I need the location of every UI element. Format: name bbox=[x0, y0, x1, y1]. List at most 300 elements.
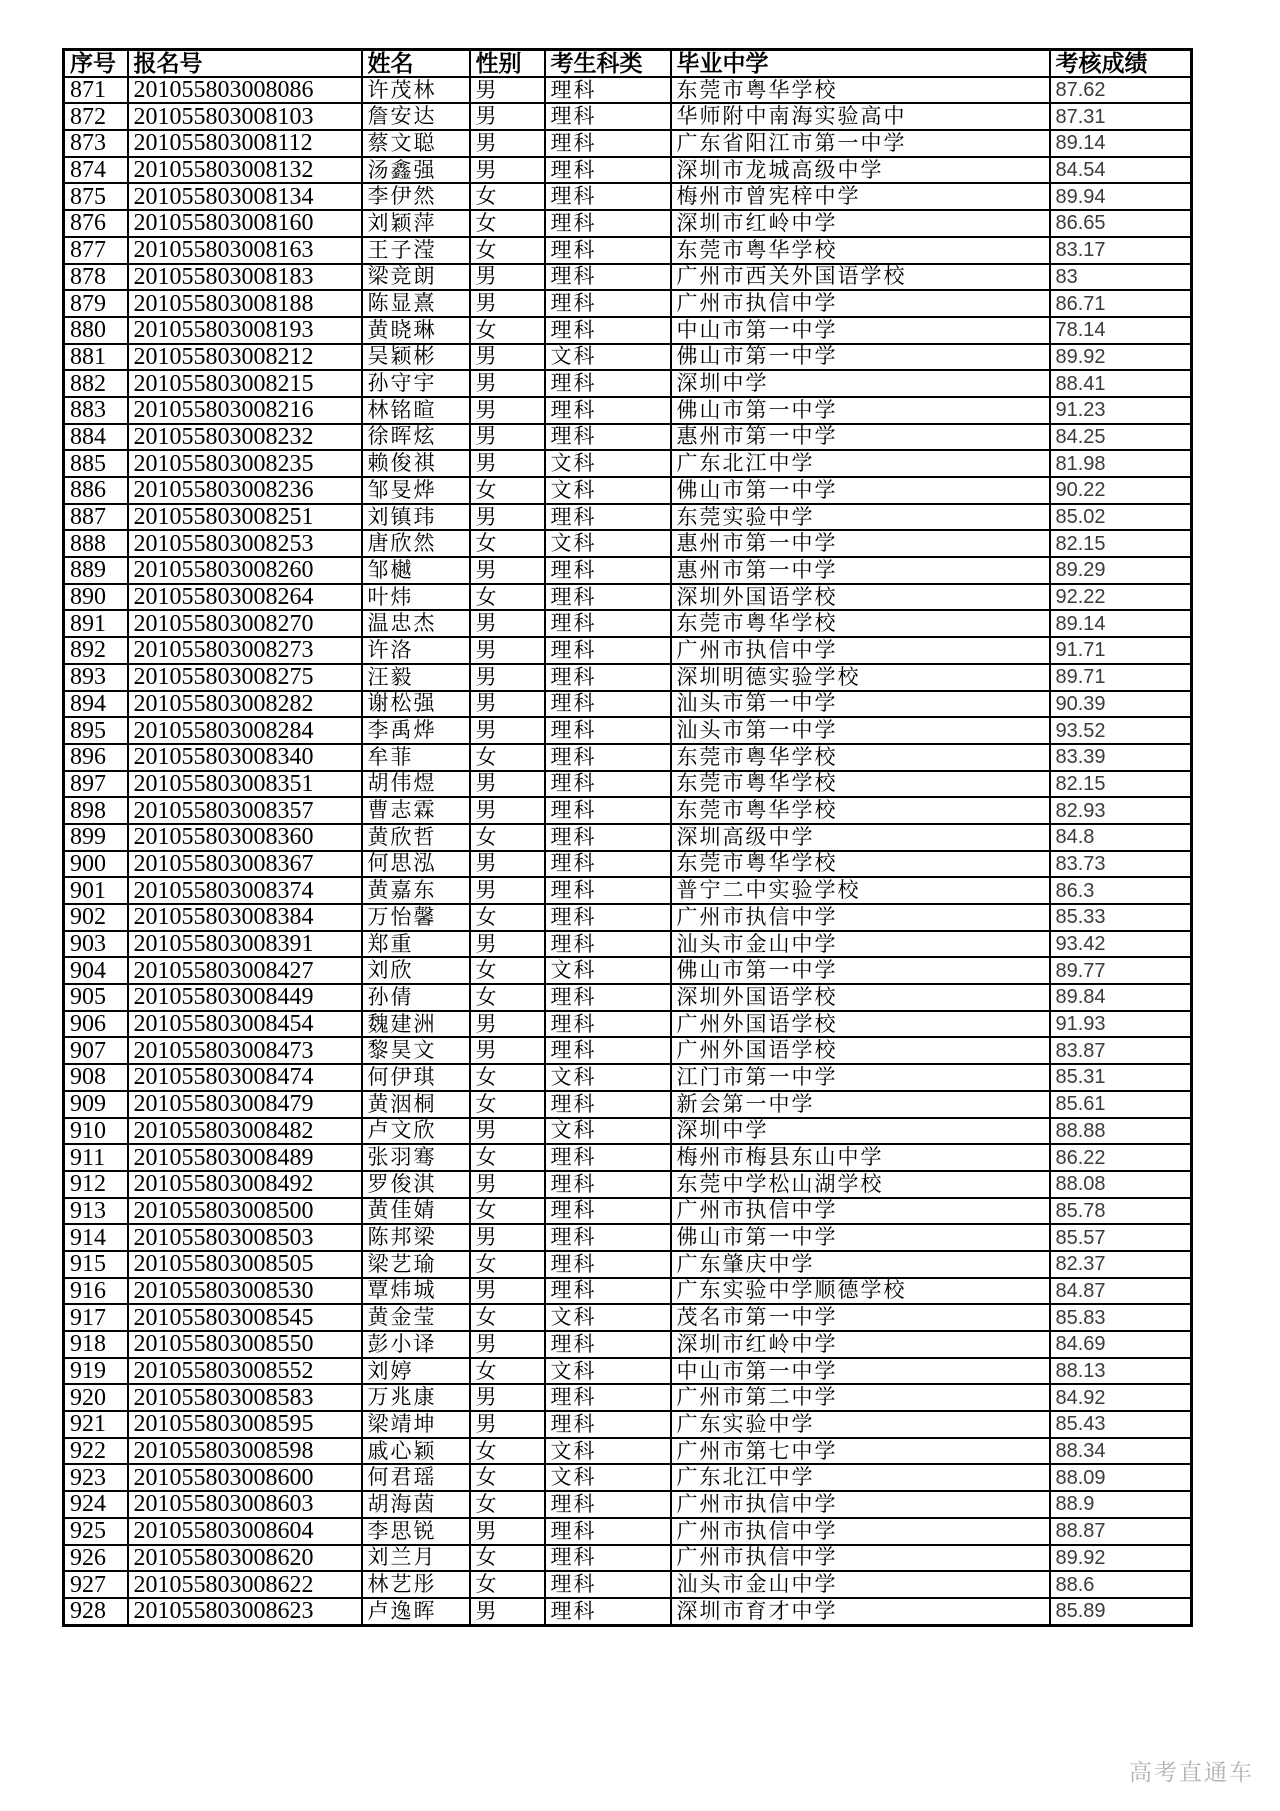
cell-cat: 文科 bbox=[545, 1304, 671, 1331]
cell-cat: 理科 bbox=[545, 1037, 671, 1064]
cell-reg: 201055803008530 bbox=[128, 1278, 362, 1305]
cell-score: 83.73 bbox=[1050, 851, 1192, 878]
cell-score: 82.15 bbox=[1050, 530, 1192, 557]
column-header-cat: 考生科类 bbox=[545, 50, 671, 77]
cell-reg: 201055803008236 bbox=[128, 477, 362, 504]
cell-index: 884 bbox=[64, 424, 128, 451]
cell-cat: 理科 bbox=[545, 1011, 671, 1038]
table-row bbox=[64, 450, 1192, 477]
cell-school: 广州市执信中学 bbox=[671, 1198, 1050, 1225]
table-row bbox=[64, 1304, 1192, 1331]
cell-gender: 女 bbox=[470, 957, 545, 984]
cell-school: 深圳市红岭中学 bbox=[671, 1331, 1050, 1358]
cell-gender: 男 bbox=[470, 450, 545, 477]
cell-cat: 理科 bbox=[545, 237, 671, 264]
cell-index: 887 bbox=[64, 504, 128, 531]
cell-index: 892 bbox=[64, 637, 128, 664]
cell-school: 佛山市第一中学 bbox=[671, 344, 1050, 371]
cell-school: 广州市第二中学 bbox=[671, 1384, 1050, 1411]
cell-reg: 201055803008275 bbox=[128, 664, 362, 691]
table-row bbox=[64, 1011, 1192, 1038]
table-row bbox=[64, 1331, 1192, 1358]
cell-school: 广东实验中学顺德学校 bbox=[671, 1278, 1050, 1305]
cell-reg: 201055803008351 bbox=[128, 771, 362, 798]
table-row bbox=[64, 877, 1192, 904]
cell-reg: 201055803008374 bbox=[128, 877, 362, 904]
cell-reg: 201055803008163 bbox=[128, 237, 362, 264]
cell-cat: 理科 bbox=[545, 264, 671, 291]
cell-name: 赖俊祺 bbox=[362, 450, 470, 477]
cell-index: 911 bbox=[64, 1144, 128, 1171]
cell-index: 915 bbox=[64, 1251, 128, 1278]
cell-score: 85.89 bbox=[1050, 1598, 1192, 1625]
cell-score: 85.57 bbox=[1050, 1224, 1192, 1251]
table-row bbox=[64, 77, 1192, 104]
cell-cat: 理科 bbox=[545, 1571, 671, 1598]
cell-name: 林艺彤 bbox=[362, 1571, 470, 1598]
cell-cat: 理科 bbox=[545, 103, 671, 130]
cell-index: 874 bbox=[64, 157, 128, 184]
table-row bbox=[64, 931, 1192, 958]
cell-score: 93.42 bbox=[1050, 931, 1192, 958]
table-row bbox=[64, 1198, 1192, 1225]
cell-index: 886 bbox=[64, 477, 128, 504]
cell-score: 82.93 bbox=[1050, 797, 1192, 824]
cell-gender: 女 bbox=[470, 1464, 545, 1491]
cell-reg: 201055803008473 bbox=[128, 1037, 362, 1064]
cell-gender: 男 bbox=[470, 637, 545, 664]
cell-score: 82.37 bbox=[1050, 1251, 1192, 1278]
cell-gender: 男 bbox=[470, 397, 545, 424]
table-row bbox=[64, 771, 1192, 798]
cell-cat: 理科 bbox=[545, 370, 671, 397]
table-row bbox=[64, 664, 1192, 691]
cell-score: 89.14 bbox=[1050, 130, 1192, 157]
cell-name: 黄佳婧 bbox=[362, 1198, 470, 1225]
cell-cat: 理科 bbox=[545, 1411, 671, 1438]
cell-reg: 201055803008503 bbox=[128, 1224, 362, 1251]
cell-school: 广东北江中学 bbox=[671, 450, 1050, 477]
cell-score: 89.92 bbox=[1050, 344, 1192, 371]
cell-name: 戚心颖 bbox=[362, 1438, 470, 1465]
cell-index: 928 bbox=[64, 1598, 128, 1625]
cell-gender: 男 bbox=[470, 103, 545, 130]
table-row bbox=[64, 1278, 1192, 1305]
cell-index: 907 bbox=[64, 1037, 128, 1064]
cell-gender: 男 bbox=[470, 1118, 545, 1145]
cell-score: 83.87 bbox=[1050, 1037, 1192, 1064]
cell-name: 吴颖彬 bbox=[362, 344, 470, 371]
cell-reg: 201055803008215 bbox=[128, 370, 362, 397]
cell-score: 85.83 bbox=[1050, 1304, 1192, 1331]
cell-reg: 201055803008622 bbox=[128, 1571, 362, 1598]
cell-index: 879 bbox=[64, 290, 128, 317]
cell-score: 89.14 bbox=[1050, 610, 1192, 637]
cell-name: 汪毅 bbox=[362, 664, 470, 691]
table-row bbox=[64, 824, 1192, 851]
cell-index: 878 bbox=[64, 264, 128, 291]
column-header-index: 序号 bbox=[64, 50, 128, 77]
table-row bbox=[64, 1545, 1192, 1572]
cell-cat: 文科 bbox=[545, 1358, 671, 1385]
cell-index: 912 bbox=[64, 1171, 128, 1198]
cell-reg: 201055803008623 bbox=[128, 1598, 362, 1625]
cell-cat: 理科 bbox=[545, 610, 671, 637]
cell-gender: 男 bbox=[470, 1224, 545, 1251]
cell-score: 85.78 bbox=[1050, 1198, 1192, 1225]
cell-school: 惠州市第一中学 bbox=[671, 557, 1050, 584]
table-row bbox=[64, 290, 1192, 317]
cell-reg: 201055803008134 bbox=[128, 183, 362, 210]
cell-school: 汕头市第一中学 bbox=[671, 717, 1050, 744]
table-row bbox=[64, 610, 1192, 637]
table-row bbox=[64, 157, 1192, 184]
cell-reg: 201055803008598 bbox=[128, 1438, 362, 1465]
cell-index: 916 bbox=[64, 1278, 128, 1305]
cell-index: 924 bbox=[64, 1491, 128, 1518]
cell-school: 东莞市粤华学校 bbox=[671, 744, 1050, 771]
cell-score: 82.15 bbox=[1050, 771, 1192, 798]
cell-name: 许洛 bbox=[362, 637, 470, 664]
cell-score: 89.84 bbox=[1050, 984, 1192, 1011]
cell-name: 许茂林 bbox=[362, 77, 470, 104]
cell-gender: 女 bbox=[470, 1304, 545, 1331]
cell-cat: 理科 bbox=[545, 424, 671, 451]
table-row bbox=[64, 557, 1192, 584]
cell-school: 广东实验中学 bbox=[671, 1411, 1050, 1438]
cell-index: 882 bbox=[64, 370, 128, 397]
cell-index: 918 bbox=[64, 1331, 128, 1358]
cell-name: 叶炜 bbox=[362, 584, 470, 611]
table-row bbox=[64, 957, 1192, 984]
cell-name: 刘婷 bbox=[362, 1358, 470, 1385]
cell-score: 84.8 bbox=[1050, 824, 1192, 851]
cell-cat: 文科 bbox=[545, 1438, 671, 1465]
cell-index: 875 bbox=[64, 183, 128, 210]
table-row bbox=[64, 904, 1192, 931]
cell-reg: 201055803008492 bbox=[128, 1171, 362, 1198]
cell-school: 深圳明德实验学校 bbox=[671, 664, 1050, 691]
cell-index: 921 bbox=[64, 1411, 128, 1438]
cell-index: 897 bbox=[64, 771, 128, 798]
cell-name: 詹安达 bbox=[362, 103, 470, 130]
cell-gender: 女 bbox=[470, 1545, 545, 1572]
cell-cat: 文科 bbox=[545, 957, 671, 984]
cell-score: 85.33 bbox=[1050, 904, 1192, 931]
cell-index: 898 bbox=[64, 797, 128, 824]
column-header-name: 姓名 bbox=[362, 50, 470, 77]
cell-reg: 201055803008282 bbox=[128, 691, 362, 718]
cell-name: 汤鑫强 bbox=[362, 157, 470, 184]
cell-cat: 理科 bbox=[545, 1251, 671, 1278]
cell-name: 黄金莹 bbox=[362, 1304, 470, 1331]
cell-reg: 201055803008550 bbox=[128, 1331, 362, 1358]
cell-index: 899 bbox=[64, 824, 128, 851]
cell-school: 佛山市第一中学 bbox=[671, 477, 1050, 504]
cell-reg: 201055803008253 bbox=[128, 530, 362, 557]
table-row bbox=[64, 237, 1192, 264]
cell-gender: 男 bbox=[470, 344, 545, 371]
cell-cat: 理科 bbox=[545, 1144, 671, 1171]
cell-name: 魏建洲 bbox=[362, 1011, 470, 1038]
cell-name: 温忠杰 bbox=[362, 610, 470, 637]
cell-gender: 女 bbox=[470, 1064, 545, 1091]
table-row bbox=[64, 1571, 1192, 1598]
table-row bbox=[64, 1464, 1192, 1491]
cell-index: 880 bbox=[64, 317, 128, 344]
cell-gender: 男 bbox=[470, 1384, 545, 1411]
table-row bbox=[64, 183, 1192, 210]
cell-reg: 201055803008270 bbox=[128, 610, 362, 637]
column-header-gender: 性别 bbox=[470, 50, 545, 77]
cell-gender: 男 bbox=[470, 424, 545, 451]
cell-cat: 理科 bbox=[545, 984, 671, 1011]
cell-school: 东莞市粤华学校 bbox=[671, 851, 1050, 878]
cell-school: 东莞市粤华学校 bbox=[671, 237, 1050, 264]
cell-name: 刘颖萍 bbox=[362, 210, 470, 237]
cell-index: 883 bbox=[64, 397, 128, 424]
table-row bbox=[64, 584, 1192, 611]
cell-school: 华师附中南海实验高中 bbox=[671, 103, 1050, 130]
cell-score: 88.09 bbox=[1050, 1464, 1192, 1491]
cell-cat: 理科 bbox=[545, 851, 671, 878]
cell-reg: 201055803008360 bbox=[128, 824, 362, 851]
cell-school: 广州市执信中学 bbox=[671, 1518, 1050, 1545]
cell-school: 江门市第一中学 bbox=[671, 1064, 1050, 1091]
cell-school: 东莞实验中学 bbox=[671, 504, 1050, 531]
cell-score: 89.29 bbox=[1050, 557, 1192, 584]
cell-school: 深圳市红岭中学 bbox=[671, 210, 1050, 237]
cell-index: 876 bbox=[64, 210, 128, 237]
cell-index: 910 bbox=[64, 1118, 128, 1145]
cell-cat: 理科 bbox=[545, 130, 671, 157]
cell-school: 东莞市粤华学校 bbox=[671, 77, 1050, 104]
cell-reg: 201055803008188 bbox=[128, 290, 362, 317]
cell-gender: 男 bbox=[470, 664, 545, 691]
table-row bbox=[64, 130, 1192, 157]
cell-index: 927 bbox=[64, 1571, 128, 1598]
cell-name: 卢逸晖 bbox=[362, 1598, 470, 1625]
cell-score: 84.69 bbox=[1050, 1331, 1192, 1358]
table-row bbox=[64, 530, 1192, 557]
cell-gender: 女 bbox=[470, 210, 545, 237]
cell-reg: 201055803008479 bbox=[128, 1091, 362, 1118]
cell-index: 923 bbox=[64, 1464, 128, 1491]
cell-score: 88.34 bbox=[1050, 1438, 1192, 1465]
cell-gender: 女 bbox=[470, 984, 545, 1011]
cell-index: 889 bbox=[64, 557, 128, 584]
cell-school: 惠州市第一中学 bbox=[671, 424, 1050, 451]
table-row bbox=[64, 344, 1192, 371]
cell-score: 83 bbox=[1050, 264, 1192, 291]
cell-gender: 男 bbox=[470, 877, 545, 904]
cell-score: 84.92 bbox=[1050, 1384, 1192, 1411]
cell-gender: 女 bbox=[470, 584, 545, 611]
cell-reg: 201055803008212 bbox=[128, 344, 362, 371]
cell-school: 中山市第一中学 bbox=[671, 317, 1050, 344]
cell-reg: 201055803008482 bbox=[128, 1118, 362, 1145]
cell-school: 深圳高级中学 bbox=[671, 824, 1050, 851]
table-row bbox=[64, 1438, 1192, 1465]
cell-name: 黄嘉东 bbox=[362, 877, 470, 904]
cell-index: 893 bbox=[64, 664, 128, 691]
table-row bbox=[64, 504, 1192, 531]
cell-name: 梁艺瑜 bbox=[362, 1251, 470, 1278]
cell-name: 万怡馨 bbox=[362, 904, 470, 931]
cell-reg: 201055803008600 bbox=[128, 1464, 362, 1491]
table-row bbox=[64, 1224, 1192, 1251]
cell-school: 东莞市粤华学校 bbox=[671, 610, 1050, 637]
cell-cat: 理科 bbox=[545, 1091, 671, 1118]
cell-cat: 理科 bbox=[545, 317, 671, 344]
cell-score: 93.52 bbox=[1050, 717, 1192, 744]
cell-score: 90.39 bbox=[1050, 691, 1192, 718]
cell-cat: 理科 bbox=[545, 1331, 671, 1358]
cell-reg: 201055803008620 bbox=[128, 1545, 362, 1572]
cell-school: 深圳外国语学校 bbox=[671, 584, 1050, 611]
cell-school: 汕头市金山中学 bbox=[671, 1571, 1050, 1598]
cell-gender: 女 bbox=[470, 1251, 545, 1278]
cell-name: 刘镇玮 bbox=[362, 504, 470, 531]
cell-index: 885 bbox=[64, 450, 128, 477]
cell-cat: 理科 bbox=[545, 210, 671, 237]
cell-index: 926 bbox=[64, 1545, 128, 1572]
table-row bbox=[64, 1251, 1192, 1278]
cell-gender: 男 bbox=[470, 1331, 545, 1358]
cell-score: 88.08 bbox=[1050, 1171, 1192, 1198]
cell-score: 92.22 bbox=[1050, 584, 1192, 611]
cell-cat: 理科 bbox=[545, 584, 671, 611]
cell-gender: 女 bbox=[470, 1198, 545, 1225]
cell-cat: 理科 bbox=[545, 904, 671, 931]
cell-gender: 女 bbox=[470, 1091, 545, 1118]
cell-reg: 201055803008340 bbox=[128, 744, 362, 771]
cell-name: 梁靖坤 bbox=[362, 1411, 470, 1438]
cell-name: 李禹烨 bbox=[362, 717, 470, 744]
cell-reg: 201055803008603 bbox=[128, 1491, 362, 1518]
cell-cat: 理科 bbox=[545, 157, 671, 184]
cell-school: 深圳市龙城高级中学 bbox=[671, 157, 1050, 184]
table-row bbox=[64, 1598, 1192, 1625]
cell-school: 普宁二中实验学校 bbox=[671, 877, 1050, 904]
table-row bbox=[64, 1358, 1192, 1385]
cell-reg: 201055803008103 bbox=[128, 103, 362, 130]
cell-score: 86.22 bbox=[1050, 1144, 1192, 1171]
cell-index: 894 bbox=[64, 691, 128, 718]
cell-cat: 理科 bbox=[545, 771, 671, 798]
cell-index: 902 bbox=[64, 904, 128, 931]
cell-index: 913 bbox=[64, 1198, 128, 1225]
cell-school: 广州市执信中学 bbox=[671, 1545, 1050, 1572]
cell-cat: 理科 bbox=[545, 1224, 671, 1251]
cell-score: 85.31 bbox=[1050, 1064, 1192, 1091]
candidate-score-table bbox=[62, 48, 1193, 1627]
cell-school: 佛山市第一中学 bbox=[671, 397, 1050, 424]
cell-index: 872 bbox=[64, 103, 128, 130]
cell-score: 85.43 bbox=[1050, 1411, 1192, 1438]
cell-gender: 女 bbox=[470, 1438, 545, 1465]
table-row bbox=[64, 1491, 1192, 1518]
cell-name: 何君瑶 bbox=[362, 1464, 470, 1491]
cell-name: 邹旻烨 bbox=[362, 477, 470, 504]
cell-school: 梅州市曾宪梓中学 bbox=[671, 183, 1050, 210]
cell-cat: 理科 bbox=[545, 717, 671, 744]
cell-gender: 男 bbox=[470, 1411, 545, 1438]
cell-gender: 男 bbox=[470, 931, 545, 958]
cell-gender: 女 bbox=[470, 317, 545, 344]
cell-reg: 201055803008232 bbox=[128, 424, 362, 451]
cell-gender: 男 bbox=[470, 1011, 545, 1038]
cell-school: 东莞市粤华学校 bbox=[671, 771, 1050, 798]
cell-index: 896 bbox=[64, 744, 128, 771]
watermark-text: 高考直通车 bbox=[1129, 1759, 1254, 1785]
cell-school: 新会第一中学 bbox=[671, 1091, 1050, 1118]
cell-score: 87.62 bbox=[1050, 77, 1192, 104]
cell-name: 陈邦梁 bbox=[362, 1224, 470, 1251]
cell-school: 广州市执信中学 bbox=[671, 1491, 1050, 1518]
column-header-reg: 报名号 bbox=[128, 50, 362, 77]
cell-name: 覃炜城 bbox=[362, 1278, 470, 1305]
cell-index: 888 bbox=[64, 530, 128, 557]
cell-score: 88.9 bbox=[1050, 1491, 1192, 1518]
cell-reg: 201055803008552 bbox=[128, 1358, 362, 1385]
column-header-score: 考核成绩 bbox=[1050, 50, 1192, 77]
table-row bbox=[64, 1118, 1192, 1145]
cell-gender: 男 bbox=[470, 1278, 545, 1305]
cell-score: 84.25 bbox=[1050, 424, 1192, 451]
cell-name: 胡伟煜 bbox=[362, 771, 470, 798]
cell-score: 90.22 bbox=[1050, 477, 1192, 504]
cell-score: 89.71 bbox=[1050, 664, 1192, 691]
cell-reg: 201055803008132 bbox=[128, 157, 362, 184]
cell-name: 唐欣然 bbox=[362, 530, 470, 557]
cell-cat: 理科 bbox=[545, 183, 671, 210]
cell-gender: 男 bbox=[470, 1518, 545, 1545]
cell-reg: 201055803008086 bbox=[128, 77, 362, 104]
cell-name: 罗俊淇 bbox=[362, 1171, 470, 1198]
cell-index: 905 bbox=[64, 984, 128, 1011]
cell-name: 刘兰月 bbox=[362, 1545, 470, 1572]
cell-gender: 女 bbox=[470, 824, 545, 851]
cell-name: 林铭暄 bbox=[362, 397, 470, 424]
cell-score: 91.93 bbox=[1050, 1011, 1192, 1038]
cell-gender: 男 bbox=[470, 610, 545, 637]
cell-reg: 201055803008505 bbox=[128, 1251, 362, 1278]
cell-cat: 理科 bbox=[545, 504, 671, 531]
cell-cat: 理科 bbox=[545, 397, 671, 424]
cell-score: 88.87 bbox=[1050, 1518, 1192, 1545]
cell-cat: 理科 bbox=[545, 744, 671, 771]
cell-index: 903 bbox=[64, 931, 128, 958]
cell-school: 广州市执信中学 bbox=[671, 904, 1050, 931]
cell-index: 920 bbox=[64, 1384, 128, 1411]
cell-name: 徐晖炫 bbox=[362, 424, 470, 451]
table-row bbox=[64, 1144, 1192, 1171]
cell-cat: 理科 bbox=[545, 1278, 671, 1305]
cell-score: 89.92 bbox=[1050, 1545, 1192, 1572]
table-row bbox=[64, 1037, 1192, 1064]
cell-cat: 文科 bbox=[545, 1118, 671, 1145]
cell-name: 谢松强 bbox=[362, 691, 470, 718]
cell-gender: 男 bbox=[470, 290, 545, 317]
cell-school: 深圳中学 bbox=[671, 1118, 1050, 1145]
cell-cat: 理科 bbox=[545, 637, 671, 664]
cell-reg: 201055803008391 bbox=[128, 931, 362, 958]
cell-index: 922 bbox=[64, 1438, 128, 1465]
cell-school: 广东北江中学 bbox=[671, 1464, 1050, 1491]
cell-gender: 男 bbox=[470, 264, 545, 291]
cell-name: 胡海茵 bbox=[362, 1491, 470, 1518]
